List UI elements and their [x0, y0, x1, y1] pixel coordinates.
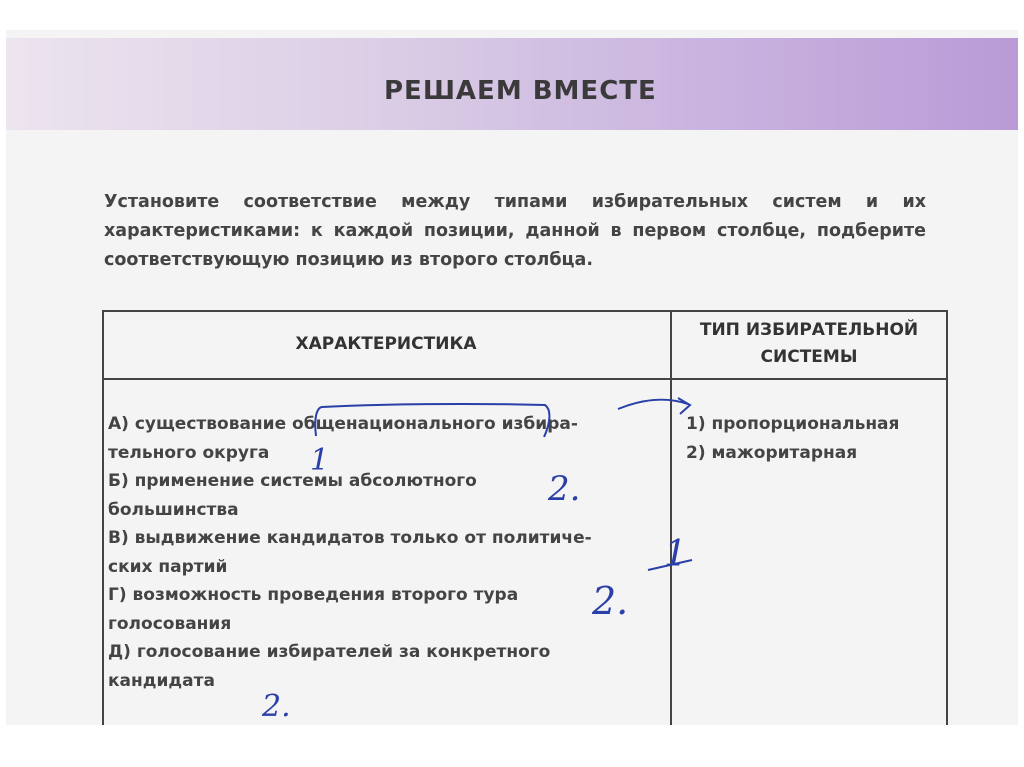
ink-answer-c: 1: [664, 534, 687, 575]
header-system-type: [670, 310, 948, 378]
ink-answer-d: 2.: [592, 579, 629, 623]
ink-answer-e: 2.: [262, 689, 291, 724]
characteristic-a-line1: А) существование общенационального избира-: [108, 414, 578, 434]
characteristic-c-line1: В) выдвижение кандидатов только от политиче-: [108, 528, 592, 548]
system-type-2: 2) мажоритарная: [686, 443, 858, 463]
characteristic-c-line2: ских партий: [108, 556, 228, 577]
characteristic-item-a: [108, 410, 664, 467]
table-header-divider: [102, 378, 948, 380]
ink-answer-b: 2.: [548, 469, 581, 509]
characteristic-item-c: [108, 524, 664, 581]
characteristic-item-e: [108, 638, 664, 695]
banner-title: РЕШАЕМ ВМЕСТЕ: [384, 76, 657, 106]
characteristic-b-line2: большинства: [108, 499, 239, 520]
task-text: Установите соответствие между типами избирательных систем и их характеристиками: к каждой позиции, данной в первом столбце, подберите соответствующую позицию из второго столбца.: [104, 192, 926, 270]
header-characteristic: ХАРАКТЕРИСТИКА: [295, 334, 477, 354]
characteristic-item-b: [108, 467, 664, 524]
characteristic-b-line1: Б) применение системы абсолютного: [108, 471, 477, 491]
characteristic-item-d: [108, 581, 664, 638]
characteristic-e-line2: кандидата: [108, 670, 215, 691]
ink-answer-a: 1: [310, 443, 330, 478]
system-types-list: [686, 410, 899, 468]
characteristic-e-line1: Д) голосование избирателей за конкретного: [108, 642, 551, 662]
header-system-type-line2: СИСТЕМЫ: [760, 347, 858, 367]
system-type-1: 1) пропорциональная: [686, 414, 900, 434]
characteristic-d-line2: голосования: [108, 613, 232, 634]
header-system-type-line1: ТИП ИЗБИРАТЕЛЬНОЙ: [699, 320, 919, 340]
characteristic-d-line1: Г) возможность проведения второго тура: [108, 585, 519, 605]
banner: [6, 38, 1018, 130]
characteristics-list: [108, 410, 664, 695]
slide: [6, 30, 1018, 725]
characteristic-a-line2: тельного округа: [108, 442, 270, 463]
matching-table: [102, 310, 948, 725]
